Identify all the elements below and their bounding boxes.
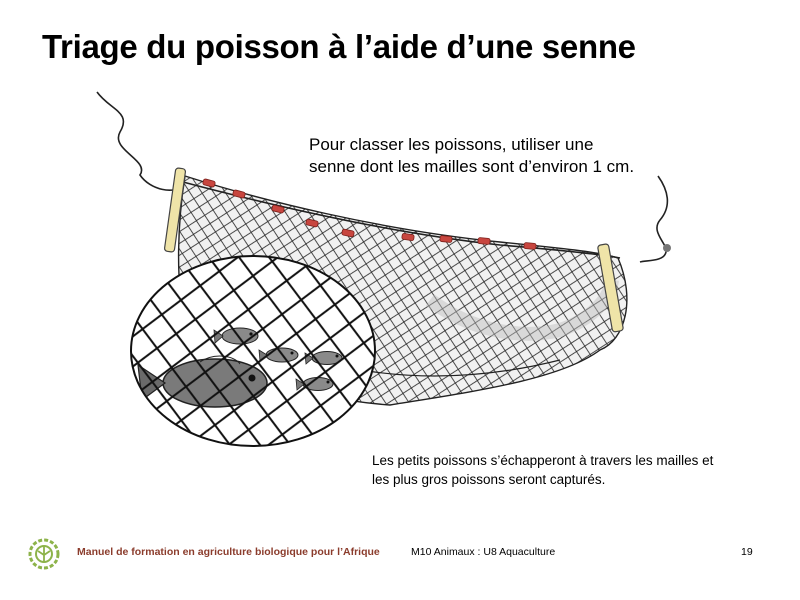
footer-manual-title: Manuel de formation en agriculture biologique pour l’Afrique bbox=[77, 546, 380, 558]
instruction-text: Pour classer les poissons, utiliser une senne dont les mailles sont d’environ 1 cm. bbox=[309, 135, 635, 176]
page-number: 19 bbox=[741, 546, 753, 558]
slide-title: Triage du poisson à l’aide d’une senne bbox=[42, 28, 636, 65]
organic-logo-icon bbox=[26, 536, 62, 572]
footer-module-label: M10 Animaux : U8 Aquaculture bbox=[411, 546, 556, 558]
left-rope bbox=[97, 92, 183, 190]
explanation-text: Les petits poissons s’échapperont à travers les mailles et les plus gros poissons seront capturés. bbox=[372, 453, 714, 487]
